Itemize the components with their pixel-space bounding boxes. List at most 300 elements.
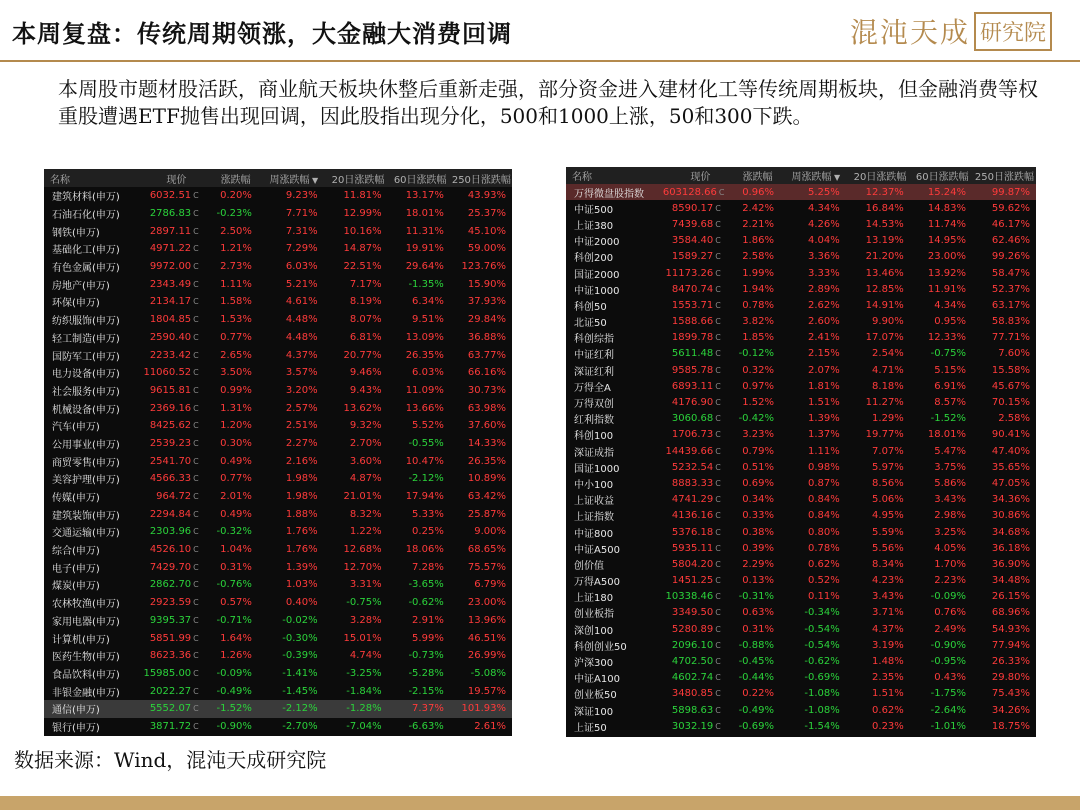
table-row[interactable] [44, 523, 512, 541]
table-row[interactable] [566, 184, 1036, 200]
price-mark: C [715, 559, 721, 569]
row-value: 1553.71 C [671, 299, 721, 311]
row-value: 0.32% [742, 364, 774, 376]
row-value: 26.15% [991, 591, 1031, 603]
table-row[interactable] [566, 200, 1036, 216]
table-row[interactable] [44, 470, 512, 488]
table-row[interactable] [566, 330, 1036, 346]
table-row[interactable] [566, 653, 1036, 669]
row-value: 2.23% [934, 575, 967, 587]
column-header[interactable]: 现价 [166, 174, 187, 186]
row-value: 7.71% [285, 208, 318, 220]
row-value: 0.87% [808, 477, 840, 489]
row-value: 5280.89 C [671, 623, 721, 635]
price-mark: C [193, 509, 199, 519]
table-row[interactable] [44, 329, 512, 347]
row-value: 2.07% [808, 364, 840, 376]
table-row[interactable] [44, 399, 512, 417]
row-value: 1.20% [220, 420, 252, 432]
row-name: 传媒(申万) [52, 493, 100, 505]
table-row[interactable] [566, 378, 1036, 394]
row-value: 26.33% [991, 656, 1031, 668]
table-row[interactable] [566, 589, 1036, 605]
row-value: 1.22% [349, 526, 382, 538]
table-row[interactable] [566, 443, 1036, 459]
row-value: 1.85% [742, 332, 774, 344]
row-value: 11173.26 C [665, 267, 721, 279]
price-mark: C [715, 284, 721, 294]
price-mark: C [193, 474, 199, 484]
table-row[interactable] [44, 665, 512, 683]
row-value: 14.83% [927, 202, 967, 214]
row-value: 29.80% [991, 672, 1031, 684]
table-row[interactable] [44, 240, 512, 258]
row-value: 4.34% [934, 299, 967, 311]
table-row[interactable] [44, 187, 512, 205]
column-header[interactable]: 名称 [572, 172, 592, 183]
row-name: 科创综指 [574, 334, 614, 346]
row-value: 2541.70 C [149, 455, 199, 467]
row-value: -0.75% [930, 348, 967, 360]
row-value: -0.02% [282, 614, 318, 626]
table-row[interactable] [44, 311, 512, 329]
row-value: 1.94% [742, 283, 774, 295]
column-header[interactable]: 现价 [690, 172, 711, 183]
row-value: 21.20% [865, 251, 904, 263]
table-row[interactable] [566, 556, 1036, 572]
price-mark: C [715, 495, 721, 505]
row-value: -0.88% [738, 639, 774, 651]
column-header[interactable]: 60日涨跌幅 [393, 174, 447, 186]
row-value: -3.25% [346, 667, 382, 679]
column-header[interactable]: 名称 [50, 174, 70, 186]
row-value: -1.28% [346, 703, 382, 715]
row-name: 中证800 [574, 528, 614, 540]
column-header[interactable]: 周涨跌幅 ▼ [791, 172, 841, 183]
logo-box: 研究院 [974, 12, 1052, 51]
row-value: 9.46% [349, 367, 382, 379]
price-mark: C [715, 333, 721, 343]
table-row[interactable] [44, 417, 512, 435]
table-row[interactable] [44, 700, 512, 718]
row-value: 8.19% [349, 296, 382, 308]
row-value: 5552.07 C [149, 703, 199, 715]
table-row[interactable] [566, 297, 1036, 313]
table-row[interactable] [44, 346, 512, 364]
row-value: 37.93% [467, 296, 506, 308]
table-row[interactable] [566, 346, 1036, 362]
row-value: -6.63% [408, 720, 444, 732]
table-row[interactable] [44, 258, 512, 276]
row-value: 14.53% [865, 218, 904, 230]
row-value: 26.35% [467, 455, 506, 467]
row-value: 4566.33 C [149, 473, 199, 485]
row-value: 0.40% [285, 597, 318, 609]
row-value: 1.98% [285, 473, 318, 485]
row-value: 4.37% [285, 349, 318, 361]
row-value: 4176.90 C [671, 397, 721, 409]
row-value: 7429.70 C [149, 561, 199, 573]
row-value: 30.73% [467, 384, 506, 396]
row-value: 12.85% [865, 283, 904, 295]
row-value: 123.76% [461, 261, 506, 273]
row-value: 5.47% [934, 445, 967, 457]
row-value: 9972.00 C [149, 261, 199, 273]
row-value: 0.52% [808, 575, 840, 587]
price-mark: C [193, 421, 199, 431]
table-row[interactable] [44, 594, 512, 612]
row-value: 37.60% [467, 420, 506, 432]
price-mark: C [715, 446, 721, 456]
row-value: 12.33% [927, 332, 967, 344]
row-value: 7.17% [349, 278, 382, 290]
row-value: 63.77% [467, 349, 506, 361]
row-name: 有色金属(申万) [52, 263, 120, 275]
table-row[interactable] [44, 222, 512, 240]
row-value: 0.69% [742, 477, 774, 489]
table-row[interactable] [566, 702, 1036, 718]
table-row[interactable] [566, 524, 1036, 540]
row-value: 3.28% [349, 614, 382, 626]
column-header[interactable]: 250日涨跌幅 [974, 172, 1034, 183]
row-value: 63.42% [467, 491, 506, 503]
row-value: 2.42% [742, 202, 774, 214]
row-value: 5935.11 C [671, 542, 721, 554]
row-value: 1.39% [285, 561, 318, 573]
row-value: 12.37% [865, 186, 904, 198]
row-value: -0.90% [216, 720, 252, 732]
column-header[interactable]: 涨跌幅 [742, 172, 773, 183]
price-mark: C [193, 598, 199, 608]
row-name: 中证A500 [574, 544, 620, 556]
row-value: 4.74% [349, 650, 382, 662]
row-value: 5232.54 C [671, 461, 721, 473]
row-value: 0.38% [742, 526, 774, 538]
table-row[interactable] [44, 382, 512, 400]
row-value: 0.62% [872, 704, 904, 716]
row-value: 14439.66 C [665, 445, 721, 457]
row-value: 15.58% [991, 364, 1031, 376]
row-value: -1.45% [282, 685, 318, 697]
row-value: 4.87% [349, 473, 382, 485]
table-row[interactable] [566, 362, 1036, 378]
table-row[interactable] [44, 452, 512, 470]
table-row[interactable] [566, 573, 1036, 589]
row-value: 5.59% [872, 526, 904, 538]
table-row[interactable] [566, 427, 1036, 443]
row-value: 3.43% [934, 494, 967, 506]
table-row[interactable] [566, 492, 1036, 508]
row-name: 中证500 [574, 204, 614, 216]
table-row[interactable] [44, 488, 512, 506]
row-value: 2.89% [808, 283, 840, 295]
row-value: 2786.83 C [149, 208, 199, 220]
row-value: 20.77% [343, 349, 382, 361]
table-row[interactable] [44, 647, 512, 665]
price-mark: C [193, 315, 199, 325]
row-value: 8.18% [872, 380, 904, 392]
row-value: 1.03% [285, 579, 318, 591]
row-value: -1.01% [930, 720, 967, 732]
price-mark: C [715, 203, 721, 213]
row-value: 5.56% [872, 542, 904, 554]
row-value: 22.51% [343, 261, 382, 273]
row-name: 中证2000 [574, 237, 620, 249]
table-row[interactable] [566, 459, 1036, 475]
row-value: 1.76% [285, 526, 318, 538]
row-value: 0.11% [808, 591, 840, 603]
row-value: -5.08% [470, 667, 506, 679]
column-header[interactable]: 60日涨跌幅 [915, 172, 969, 183]
price-mark: C [193, 545, 199, 555]
row-value: 46.51% [467, 632, 506, 644]
row-value: 2.61% [474, 720, 506, 732]
column-header[interactable]: 250日涨跌幅 [451, 174, 511, 186]
row-value: 2.70% [349, 437, 382, 449]
table-row[interactable] [44, 435, 512, 453]
table-row[interactable] [44, 541, 512, 559]
column-header[interactable]: 周涨跌幅 ▼ [269, 174, 319, 186]
row-value: 4.04% [808, 235, 840, 247]
table-row[interactable] [44, 205, 512, 223]
table-row[interactable] [44, 576, 512, 594]
row-value: 0.77% [220, 473, 252, 485]
table-row[interactable] [566, 670, 1036, 686]
row-value: -1.41% [282, 667, 318, 679]
table-row[interactable] [566, 394, 1036, 410]
price-mark: C [718, 187, 725, 197]
table-row[interactable] [44, 293, 512, 311]
price-mark: C [715, 381, 721, 391]
row-value: 2923.59 C [149, 597, 199, 609]
row-name: 家用电器(申万) [52, 616, 120, 628]
row-value: 9.90% [872, 316, 904, 328]
table-row[interactable] [44, 718, 512, 736]
row-value: 0.98% [808, 461, 840, 473]
row-value: 1.11% [808, 445, 840, 457]
row-value: 99.26% [991, 251, 1031, 263]
table-row[interactable] [566, 605, 1036, 621]
row-value: -0.71% [216, 614, 252, 626]
row-value: 12.99% [343, 208, 382, 220]
row-value: 1.31% [220, 402, 252, 414]
row-value: 58.83% [991, 316, 1031, 328]
row-value: 19.57% [467, 685, 506, 697]
row-value: 6893.11 C [671, 380, 721, 392]
row-value: 2539.23 C [149, 437, 199, 449]
row-value: 59.00% [467, 243, 506, 255]
table-row[interactable] [566, 475, 1036, 491]
row-value: 2.73% [220, 261, 252, 273]
table-row[interactable] [566, 249, 1036, 265]
table-row[interactable] [44, 558, 512, 576]
row-value: 0.49% [220, 455, 252, 467]
table-row[interactable] [44, 275, 512, 293]
row-value: 25.87% [467, 508, 506, 520]
row-value: 2.58% [998, 413, 1031, 425]
column-header[interactable]: 20日涨跌幅 [853, 172, 907, 183]
data-source: 数据来源：Wind，混沌天成研究院 [14, 748, 327, 772]
table-row[interactable] [44, 612, 512, 630]
table-row[interactable] [44, 364, 512, 382]
row-name: 上证50 [574, 722, 607, 734]
row-value: 8590.17 C [671, 202, 721, 214]
row-value: 5376.18 C [671, 526, 721, 538]
row-value: 0.57% [220, 597, 252, 609]
table-row[interactable] [44, 682, 512, 700]
sort-desc-icon: ▼ [831, 173, 841, 182]
row-value: 13.62% [343, 402, 382, 414]
row-value: 2369.16 C [149, 402, 199, 414]
row-value: 2.16% [285, 455, 318, 467]
price-mark: C [193, 651, 199, 661]
row-value: -0.90% [930, 639, 967, 651]
row-name: 中证红利 [574, 350, 614, 362]
row-name: 中证1000 [574, 285, 620, 297]
table-row[interactable] [566, 508, 1036, 524]
table-row[interactable] [566, 718, 1036, 734]
row-value: 0.31% [742, 623, 774, 635]
row-value: 1.98% [285, 491, 318, 503]
row-value: 4.23% [872, 575, 904, 587]
row-value: 0.80% [808, 526, 840, 538]
row-value: 11.91% [927, 283, 967, 295]
row-value: 1589.27 C [671, 251, 721, 263]
row-value: 0.51% [742, 461, 774, 473]
row-name: 基础化工(申万) [52, 245, 120, 257]
row-value: -0.09% [930, 591, 967, 603]
row-value: 13.09% [405, 331, 444, 343]
row-value: 43.93% [467, 190, 506, 202]
price-mark: C [715, 640, 721, 650]
price-mark: C [193, 456, 199, 466]
row-name: 国证2000 [574, 269, 620, 281]
row-value: -1.08% [804, 688, 840, 700]
row-value: 2.91% [412, 614, 444, 626]
row-value: 36.88% [467, 331, 506, 343]
table-row[interactable] [566, 233, 1036, 249]
price-mark: C [715, 527, 721, 537]
row-name: 国防军工(申万) [52, 351, 120, 363]
row-value: 13.19% [865, 235, 904, 247]
row-value: 13.46% [865, 267, 904, 279]
row-value: 2.60% [808, 316, 840, 328]
row-value: 5611.48 C [671, 348, 721, 360]
row-value: -1.52% [930, 413, 967, 425]
table-row[interactable] [566, 637, 1036, 653]
row-value: 0.77% [220, 331, 252, 343]
price-mark: C [193, 226, 199, 236]
row-value: 2134.17 C [149, 296, 199, 308]
row-value: 18.01% [405, 208, 444, 220]
row-value: 30.86% [991, 510, 1031, 522]
row-value: -7.04% [346, 720, 382, 732]
table-row[interactable] [566, 540, 1036, 556]
row-value: -0.49% [216, 685, 252, 697]
row-value: -0.34% [804, 607, 840, 619]
table-row[interactable] [566, 281, 1036, 297]
row-value: 3.20% [285, 384, 318, 396]
row-value: 3.31% [349, 579, 382, 591]
title-divider [0, 60, 1080, 62]
row-value: 34.26% [991, 704, 1031, 716]
row-value: 964.72 C [156, 491, 199, 503]
row-value: 75.43% [991, 688, 1031, 700]
price-mark: C [193, 633, 199, 643]
table-row[interactable] [566, 621, 1036, 637]
price-mark: C [715, 543, 721, 553]
row-value: -0.69% [804, 672, 840, 684]
row-value: 52.37% [991, 283, 1031, 295]
column-header[interactable]: 涨跌幅 [220, 174, 251, 186]
column-header[interactable]: 20日涨跌幅 [331, 174, 385, 186]
row-value: 10.16% [343, 225, 382, 237]
summary-paragraph: 本周股市题材股活跃，商业航天板块休整后重新走强，部分资金进入建材化工等传统周期板块，但金融消费等权重股遭遇ETF抛售出现回调，因此股指出现分化，500和1000上涨，50和300下跌。 [58, 77, 1038, 128]
table-row[interactable] [566, 216, 1036, 232]
row-name: 科创创业50 [574, 641, 627, 653]
table-row[interactable] [566, 686, 1036, 702]
row-value: 1706.73 C [671, 429, 721, 441]
table-row[interactable] [44, 629, 512, 647]
row-value: 3349.50 C [671, 607, 721, 619]
row-value: 15985.00 C [143, 667, 199, 679]
row-value: -0.23% [216, 208, 252, 220]
row-name: 中小100 [574, 479, 614, 491]
row-value: 8.57% [934, 397, 967, 409]
row-value: 4136.16 C [671, 510, 721, 522]
row-name: 红利指数 [574, 415, 614, 427]
row-value: -0.55% [408, 437, 444, 449]
row-value: 2.51% [285, 420, 318, 432]
row-name: 深创100 [574, 625, 614, 637]
row-value: 0.96% [742, 186, 774, 198]
row-value: 1451.25 C [671, 575, 721, 587]
row-value: 23.00% [927, 251, 967, 263]
row-name: 万得微盘股指数 [574, 188, 644, 200]
row-value: 6.03% [412, 367, 444, 379]
row-value: 1.64% [220, 632, 252, 644]
row-name: 北证50 [574, 318, 607, 330]
row-value: 0.76% [934, 607, 967, 619]
table-header [44, 169, 512, 187]
row-value: 63.17% [991, 299, 1031, 311]
table-row[interactable] [566, 314, 1036, 330]
row-name: 综合(申万) [52, 546, 100, 558]
row-value: 0.84% [808, 494, 840, 506]
row-value: 68.65% [467, 544, 506, 556]
row-value: 2233.42 C [149, 349, 199, 361]
row-value: 18.06% [405, 544, 444, 556]
table-row[interactable] [566, 411, 1036, 427]
row-value: 3.57% [285, 367, 318, 379]
row-name: 万得全A [574, 382, 611, 394]
row-value: 8.56% [872, 477, 904, 489]
table-row[interactable] [44, 505, 512, 523]
row-value: 0.13% [742, 575, 774, 587]
row-value: 45.67% [991, 380, 1031, 392]
row-value: 3.60% [349, 455, 382, 467]
row-value: 4702.50 C [671, 656, 721, 668]
row-value: 5.15% [934, 364, 967, 376]
row-value: 6.34% [412, 296, 444, 308]
row-value: 9585.78 C [671, 364, 721, 376]
row-value: 9.23% [285, 190, 318, 202]
row-value: 0.97% [742, 380, 774, 392]
row-name: 电子(申万) [52, 563, 100, 575]
price-mark: C [193, 704, 199, 714]
row-value: 0.62% [808, 558, 840, 570]
table-row[interactable] [566, 265, 1036, 281]
